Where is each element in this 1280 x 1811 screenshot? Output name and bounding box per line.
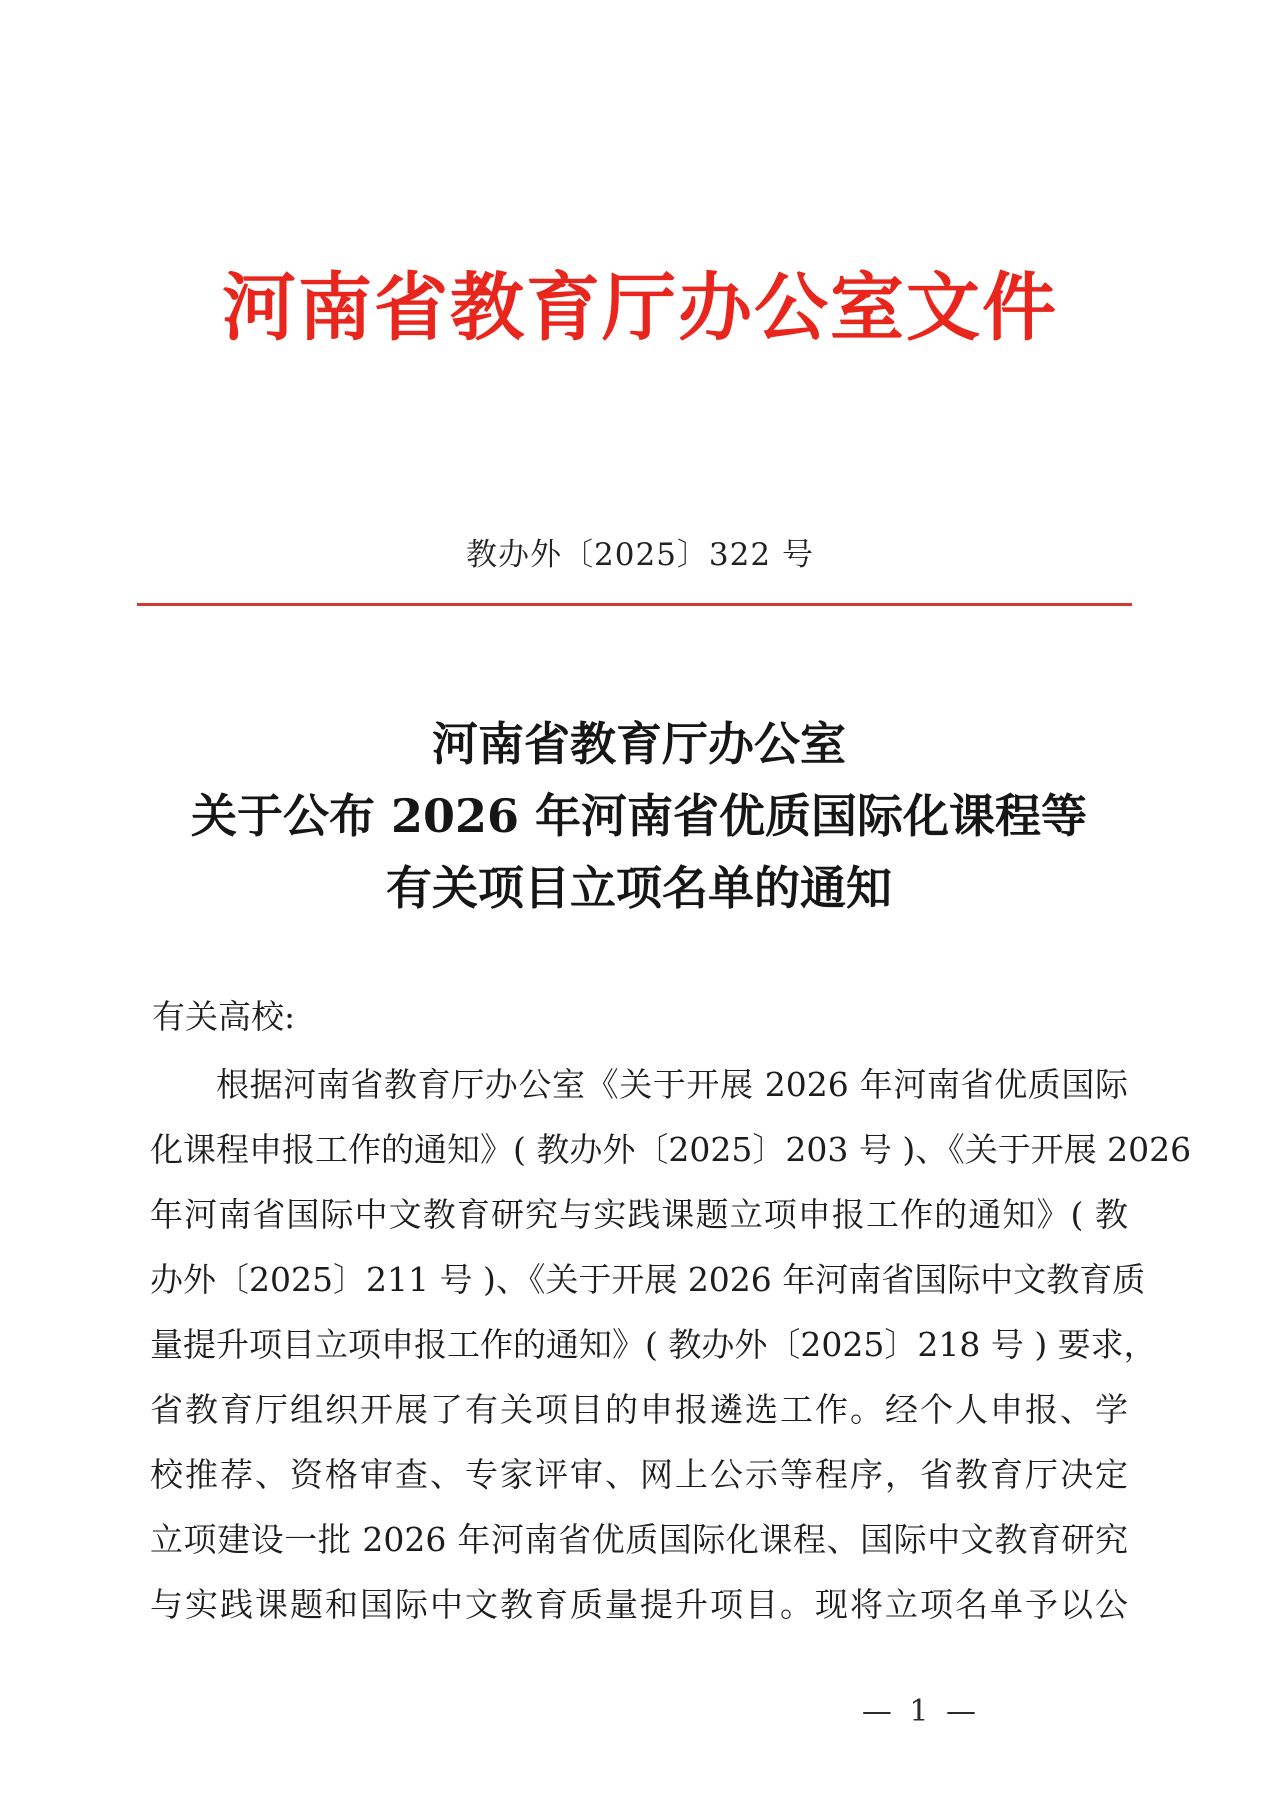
notice-title-line-2: 关于公布 2026 年河南省优质国际化课程等 [190, 789, 1088, 843]
notice-title [150, 708, 1128, 924]
red-separator-rule [137, 603, 1132, 606]
body-line: 办外〔2025〕211 号 )、《关于开展 2026 年河南省国际中文教育质 [150, 1260, 1146, 1299]
letterhead-title: 河南省教育厅办公室文件 [222, 265, 1058, 351]
body-line: 立项建设一批 2026 年河南省优质国际化课程、国际中文教育研究 [150, 1520, 1128, 1559]
body-line: 年河南省国际中文教育研究与实践课题立项申报工作的通知》( 教 [150, 1195, 1128, 1234]
document-number: 教办外〔2025〕322 号 [466, 537, 814, 573]
notice-title-line-3: 有关项目立项名单的通知 [386, 861, 892, 915]
body-line: 与实践课题和国际中文教育质量提升项目。现将立项名单予以公 [150, 1585, 1128, 1624]
body-paragraph [150, 1052, 1192, 1637]
page-number: — 1 — [861, 1694, 980, 1729]
body-line: 根据河南省教育厅办公室《关于开展 2026 年河南省优质国际 [216, 1065, 1128, 1104]
salutation: 有关高校: [152, 997, 296, 1036]
notice-title-line-1: 河南省教育厅办公室 [432, 717, 846, 771]
body-line: 省教育厅组织开展了有关项目的申报遴选工作。经个人申报、学 [150, 1390, 1128, 1429]
body-line: 化课程申报工作的通知》( 教办外〔2025〕203 号 )、《关于开展 2026 [150, 1130, 1192, 1169]
body-line: 校推荐、资格审查、专家评审、网上公示等程序，省教育厅决定 [150, 1455, 1128, 1494]
body-line: 量提升项目立项申报工作的通知》( 教办外〔2025〕218 号 ) 要求， [150, 1325, 1157, 1364]
